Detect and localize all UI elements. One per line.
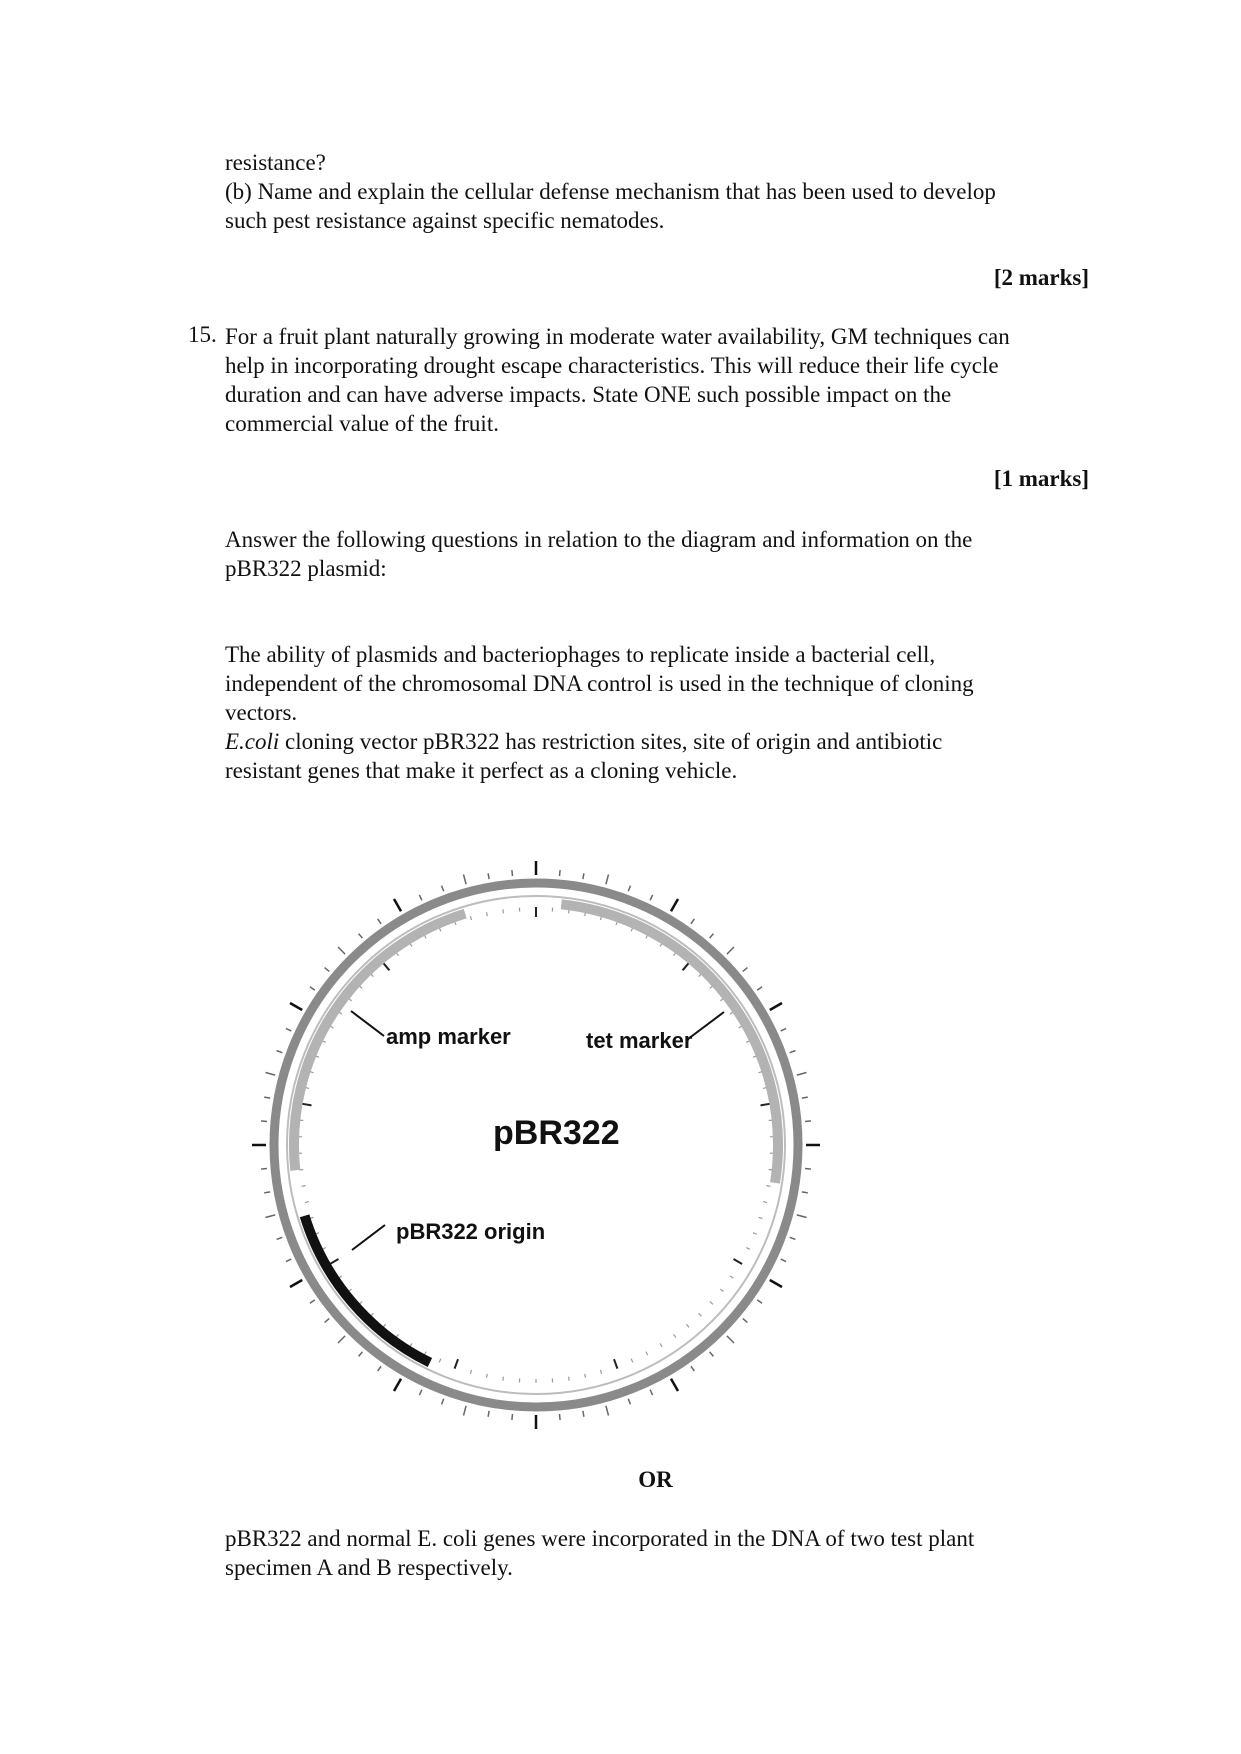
tet-marker-label: tet marker: [586, 1028, 693, 1053]
outer-tick: [378, 1366, 381, 1371]
outer-tick: [394, 899, 401, 911]
origin-label: pBR322 origin: [396, 1219, 546, 1244]
inner-tick: [686, 1324, 689, 1327]
q15-line-2: help in incorporating drought escape characteristics. This will reduce their life cycle: [225, 353, 999, 378]
outer-tick: [290, 1280, 302, 1287]
q15-line-3: duration and can have adverse impacts. State ONE such possible impact on the: [225, 382, 952, 407]
q15-number: 15.: [188, 322, 217, 347]
outer-tick: [691, 1366, 694, 1371]
outer-tick: [757, 1300, 762, 1303]
outer-tick: [805, 1121, 811, 1122]
info-line-4: [225, 727, 1105, 756]
q14-part-b-line-2: such pest resistance against specific nematodes.: [225, 208, 665, 233]
outer-tick: [628, 1399, 630, 1405]
outer-tick: [464, 1406, 467, 1416]
inner-tick: [753, 1233, 757, 1235]
outer-tick: [442, 886, 444, 892]
outer-tick: [512, 870, 513, 876]
inner-tick: [699, 1313, 702, 1316]
outer-tick: [802, 1192, 808, 1193]
outer-tick: [781, 1028, 786, 1031]
amp-marker-label: amp marker: [386, 1024, 511, 1049]
outer-tick: [802, 1097, 808, 1098]
inner-tick: [763, 1202, 767, 1203]
intro-line-2: pBR322 plasmid:: [225, 556, 387, 581]
intro-line-1: Answer the following questions in relation to the diagram and information on the: [225, 527, 973, 552]
outer-tick: [261, 1121, 267, 1122]
inner-tick: [503, 1377, 504, 1381]
inner-tick: [683, 963, 689, 971]
outer-tick: [691, 919, 694, 924]
outer-tick: [606, 1406, 609, 1416]
inner-tick: [439, 1359, 441, 1363]
outer-tick: [277, 1237, 283, 1239]
outer-tick: [790, 1051, 796, 1053]
inner-tick: [330, 1259, 339, 1264]
final-line-2: specimen A and B respectively.: [225, 1555, 513, 1580]
outer-tick: [338, 947, 345, 954]
inner-tick: [302, 1104, 312, 1106]
inner-tick: [305, 1202, 309, 1203]
inner-tick: [660, 1343, 662, 1346]
inner-tick: [487, 1374, 488, 1378]
outer-tick: [770, 1280, 782, 1287]
info-line-5: resistant genes that make it perfect as a cloning vehicle.: [225, 758, 738, 783]
inner-tick: [455, 1359, 458, 1368]
inner-tick: [601, 1370, 602, 1374]
q14-part-b-line-1: (b) Name and explain the cellular defense mechanism that has been used to develop: [225, 179, 996, 204]
inner-tick: [646, 1352, 648, 1356]
outer-tick: [277, 1051, 283, 1053]
outer-tick: [650, 1390, 653, 1395]
outer-tick: [359, 934, 363, 939]
outer-tick: [671, 1379, 678, 1391]
inner-tick: [614, 1359, 617, 1368]
outer-tick: [264, 1192, 270, 1193]
outer-tick: [583, 873, 584, 879]
outer-tick: [583, 1411, 584, 1417]
plasmid-diagram: [250, 855, 830, 1435]
outer-tick: [757, 987, 762, 990]
tet-pointer-line: [688, 1012, 724, 1039]
outer-tick: [727, 947, 734, 954]
inner-tick: [734, 1259, 743, 1264]
outer-tick: [650, 895, 653, 900]
inner-tick: [487, 912, 488, 916]
inner-tick: [383, 963, 389, 971]
outer-tick: [286, 1028, 291, 1031]
outer-tick: [266, 1215, 276, 1218]
outer-tick: [264, 1097, 270, 1098]
outer-tick: [338, 1336, 345, 1343]
info-line-1: The ability of plasmids and bacteriophages to replicate inside a bacterial cell,: [225, 642, 936, 667]
inner-tick: [503, 909, 504, 913]
plasmid-title: pBR322: [493, 1114, 620, 1152]
outer-tick: [310, 1300, 315, 1303]
outer-tick: [671, 899, 678, 911]
inner-tick: [730, 1276, 733, 1278]
outer-tick: [743, 1319, 748, 1323]
outer-tick: [488, 873, 489, 879]
inner-tick: [585, 1374, 586, 1378]
outer-tick: [261, 1169, 267, 1170]
outer-tick: [419, 1390, 422, 1395]
amp-pointer-line: [351, 1011, 384, 1036]
outer-tick: [606, 875, 609, 885]
inner-tick: [746, 1248, 750, 1250]
outer-tick: [512, 1414, 513, 1420]
outer-tick: [488, 1411, 489, 1417]
inner-tick: [761, 1104, 771, 1106]
info-line-4-rest: cloning vector pBR322 has restriction sites, site of origin and antibiotic: [279, 729, 943, 754]
outer-tick: [419, 895, 422, 900]
outer-tick: [770, 1003, 782, 1010]
outer-tick: [286, 1259, 291, 1262]
inner-tick: [470, 1370, 471, 1374]
origin-pointer-line: [352, 1225, 385, 1250]
q14-line-1: resistance?: [225, 150, 326, 175]
outer-tick: [266, 1073, 276, 1076]
inner-tick: [759, 1217, 763, 1218]
outer-tick: [628, 886, 630, 892]
final-line-1: pBR322 and normal E. coli genes were incorporated in the DNA of two test plant: [225, 1526, 975, 1551]
outer-tick: [710, 934, 714, 939]
outer-tick: [464, 875, 467, 885]
q15-line-4: commercial value of the fruit.: [225, 411, 499, 436]
outer-tick: [290, 1003, 302, 1010]
outer-tick: [378, 919, 381, 924]
q15-marks: [1 marks]: [993, 466, 1089, 491]
outer-tick: [325, 1319, 330, 1323]
inner-tick: [710, 1302, 713, 1305]
outer-tick: [781, 1259, 786, 1262]
inner-tick: [470, 916, 471, 920]
outer-tick: [560, 1414, 561, 1420]
q14-marks: [2 marks]: [993, 265, 1089, 290]
inner-tick: [674, 1334, 676, 1337]
outer-tick: [743, 968, 748, 972]
outer-tick: [394, 1379, 401, 1391]
outer-tick: [325, 968, 330, 972]
inner-tick: [720, 1289, 723, 1291]
outer-tick: [310, 987, 315, 990]
inner-tick: [631, 1359, 633, 1363]
inner-tick: [569, 1377, 570, 1381]
outer-tick: [727, 1336, 734, 1343]
info-line-2: independent of the chromosomal DNA control is used in the technique of cloning: [225, 671, 974, 696]
outer-tick: [805, 1169, 811, 1170]
outer-tick: [797, 1215, 807, 1218]
info-line-3: vectors.: [225, 700, 298, 725]
outer-tick: [710, 1352, 714, 1357]
outer-tick: [442, 1399, 444, 1405]
ecoli-italic: E.coli: [225, 729, 280, 754]
outer-tick: [359, 1352, 363, 1357]
or-separator: OR: [638, 1467, 673, 1492]
outer-tick: [797, 1073, 807, 1076]
inner-tick: [302, 1186, 306, 1187]
outer-tick: [790, 1237, 796, 1239]
outer-tick: [560, 870, 561, 876]
q15-line-1: For a fruit plant naturally growing in moderate water availability, GM techniques can: [225, 324, 1010, 349]
inner-tick: [766, 1186, 770, 1187]
